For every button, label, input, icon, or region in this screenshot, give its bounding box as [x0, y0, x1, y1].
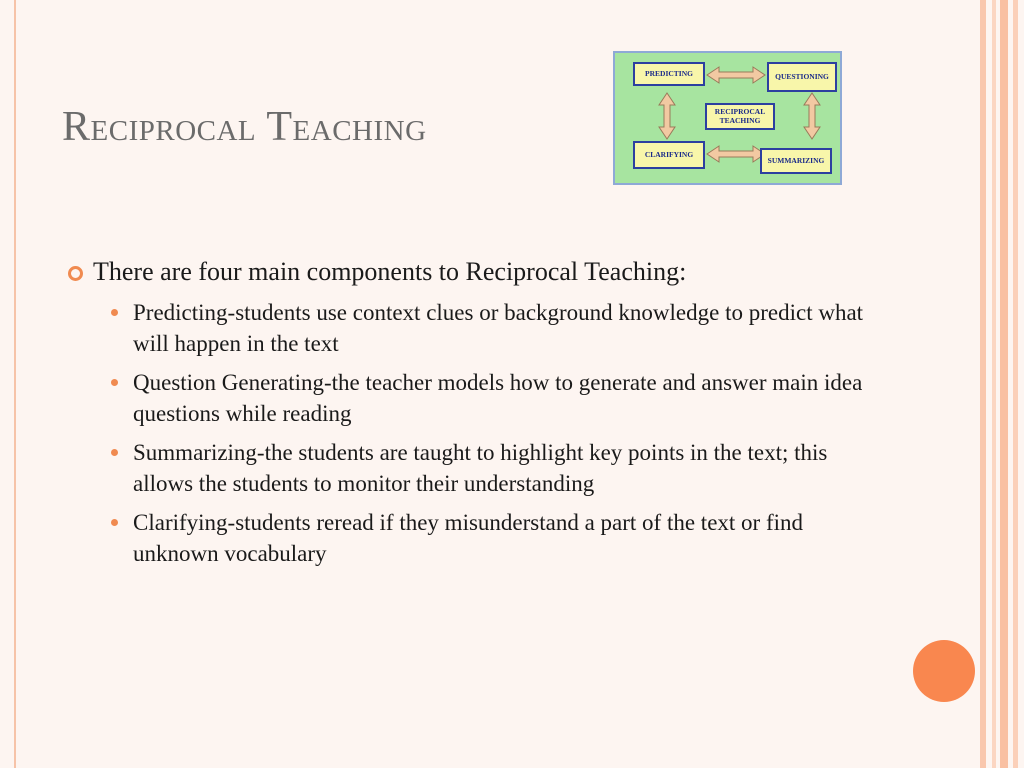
main-bullet-text: There are four main components to Reciprocal Teaching:: [93, 257, 687, 286]
sub-bullet-text: Summarizing-the students are taught to highlight key points in the text; this allows the students to monitor their understanding: [133, 440, 828, 496]
dot-bullet-icon: [111, 309, 118, 316]
list-item: [68, 367, 868, 429]
dot-bullet-icon: [111, 449, 118, 456]
main-bullet: [68, 255, 868, 289]
dot-bullet-icon: [111, 519, 118, 526]
list-item: [68, 507, 868, 569]
sub-bullet-text: Predicting-students use context clues or background knowledge to predict what will happen in the text: [133, 300, 864, 356]
summarizing-box: SUMMARIZING: [760, 148, 832, 174]
slide-title: Reciprocal Teaching: [62, 104, 427, 150]
sub-bullet-text: Question Generating-the teacher models how to generate and answer main idea questions while reading: [133, 370, 863, 426]
predicting-box: PREDICTING: [633, 62, 705, 86]
center-box: RECIPROCAL TEACHING: [705, 103, 775, 130]
slide-body: [68, 255, 868, 577]
clarifying-box: CLARIFYING: [633, 141, 705, 169]
decorative-orange-circle: [913, 640, 975, 702]
right-decorative-stripes: [976, 0, 1024, 768]
list-item: [68, 297, 868, 359]
sub-bullet-text: Clarifying-students reread if they misunderstand a part of the text or find unknown vocabulary: [133, 510, 803, 566]
left-border-line: [14, 0, 16, 768]
questioning-box: QUESTIONING: [767, 62, 837, 92]
reciprocal-teaching-diagram: [613, 51, 842, 185]
sub-bullet-list: [68, 297, 868, 569]
ring-bullet-icon: [68, 266, 83, 281]
list-item: [68, 437, 868, 499]
dot-bullet-icon: [111, 379, 118, 386]
